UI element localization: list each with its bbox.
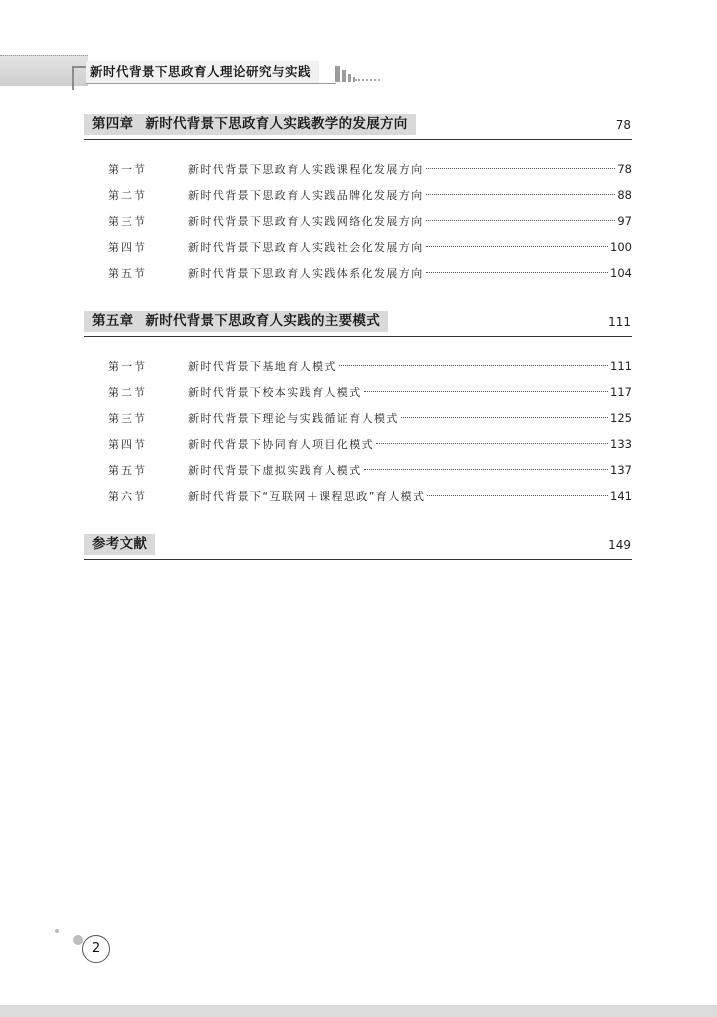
bottom-bar: [0, 1005, 717, 1017]
chapter-heading[interactable]: [84, 310, 632, 337]
section-title: 新时代背景下协同育人项目化模式: [188, 438, 374, 451]
section-page: 137: [610, 463, 632, 477]
section-label: 第二节: [108, 189, 147, 202]
section-page: 100: [610, 240, 632, 254]
section-title: 新时代背景下思政育人实践体系化发展方向: [188, 267, 424, 280]
section-title: 新时代背景下“互联网＋课程思政”育人模式: [188, 490, 426, 503]
section-list: [84, 353, 632, 509]
section-page: 97: [617, 214, 632, 228]
toc-entry[interactable]: [84, 405, 632, 431]
section-page: 104: [610, 266, 632, 280]
chapter-label: [84, 114, 416, 135]
chapter-number: 第五章: [92, 313, 134, 329]
section-page: 117: [610, 385, 632, 399]
footer-dot-ornament: [73, 935, 83, 945]
section-title: 新时代背景下理论与实践循证育人模式: [188, 412, 399, 425]
section-title: 新时代背景下思政育人实践社会化发展方向: [188, 241, 424, 254]
references-heading[interactable]: [84, 533, 632, 560]
section-title: 新时代背景下思政育人实践课程化发展方向: [188, 163, 424, 176]
section-title: 新时代背景下虚拟实践育人模式: [188, 464, 362, 477]
section-title: 新时代背景下基地育人模式: [188, 360, 337, 373]
section-page: 78: [617, 162, 632, 176]
dot-leader: [364, 391, 608, 392]
header-dots-ornament: [355, 79, 380, 81]
dot-leader: [364, 469, 608, 470]
dot-leader: [427, 495, 608, 496]
dot-leader: [426, 272, 608, 273]
page-number: 2: [82, 935, 110, 963]
dot-leader: [376, 443, 608, 444]
chapter-page: 111: [608, 315, 631, 329]
header-underline: [86, 83, 336, 84]
toc-entry[interactable]: [84, 182, 632, 208]
chapter-label: [84, 311, 388, 332]
section-label: 第四节: [108, 241, 147, 254]
chapter-title: 参考文献: [92, 536, 148, 552]
section-title: 新时代背景下思政育人实践品牌化发展方向: [188, 189, 424, 202]
section-label: 第三节: [108, 215, 147, 228]
dot-leader: [426, 220, 616, 221]
section-label: 第五节: [108, 464, 147, 477]
chapter-title: 新时代背景下思政育人实践的主要模式: [145, 313, 381, 329]
section-title: 新时代背景下思政育人实践网络化发展方向: [188, 215, 424, 228]
toc-entry[interactable]: [84, 379, 632, 405]
toc-entry[interactable]: [84, 234, 632, 260]
chapter-number: 第四章: [92, 116, 134, 132]
section-label: 第六节: [108, 490, 147, 503]
running-title: 新时代背景下思政育人理论研究与实践: [86, 61, 319, 83]
toc-entry[interactable]: [84, 260, 632, 286]
section-label: 第一节: [108, 163, 147, 176]
toc-entry[interactable]: [84, 457, 632, 483]
toc-entry[interactable]: [84, 156, 632, 182]
dot-leader: [426, 168, 616, 169]
toc-entry[interactable]: [84, 353, 632, 379]
dot-leader: [339, 365, 608, 366]
section-label: 第三节: [108, 412, 147, 425]
section-label: 第四节: [108, 438, 147, 451]
section-list: [84, 156, 632, 286]
section-page: 88: [617, 188, 632, 202]
chapter-heading[interactable]: [84, 113, 632, 140]
chapter-label: [84, 534, 155, 555]
dot-leader: [401, 417, 608, 418]
footer-dot-ornament: [55, 929, 59, 933]
toc-entry[interactable]: [84, 208, 632, 234]
section-title: 新时代背景下校本实践育人模式: [188, 386, 362, 399]
table-of-contents: [84, 113, 632, 560]
dot-leader: [426, 246, 608, 247]
section-label: 第一节: [108, 360, 147, 373]
dot-leader: [426, 194, 616, 195]
chapter-page: 149: [608, 538, 631, 552]
chapter-title: 新时代背景下思政育人实践教学的发展方向: [145, 116, 408, 132]
chapter-page: 78: [615, 118, 631, 132]
toc-entry[interactable]: [84, 431, 632, 457]
section-page: 125: [610, 411, 632, 425]
section-label: 第五节: [108, 267, 147, 280]
section-page: 133: [610, 437, 632, 451]
section-page: 111: [610, 359, 632, 373]
section-label: 第二节: [108, 386, 147, 399]
section-page: 141: [610, 489, 632, 503]
toc-entry[interactable]: [84, 483, 632, 509]
